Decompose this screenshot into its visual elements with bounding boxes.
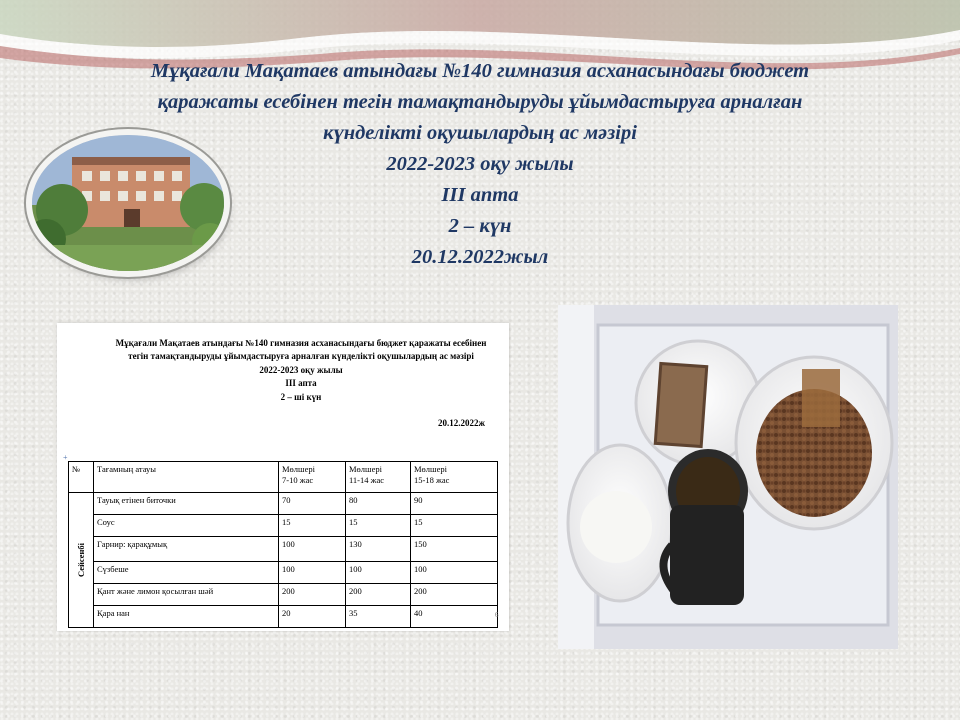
title-line: 2022-2023 оқу жылы bbox=[386, 153, 574, 175]
menu-table bbox=[68, 461, 498, 628]
header-portion-15-18 bbox=[411, 462, 498, 493]
portion-7-10: 100 bbox=[279, 537, 346, 562]
header-age: 15-18 жас bbox=[414, 474, 450, 485]
header-label: Мөлшері bbox=[414, 464, 447, 474]
portion-11-14: 100 bbox=[346, 562, 411, 584]
title-line: 2 – күн bbox=[448, 215, 512, 237]
portion-7-10: 15 bbox=[279, 515, 346, 537]
header-portion-11-14 bbox=[346, 462, 411, 493]
header-num: № bbox=[69, 462, 94, 493]
portion-15-18: 40 bbox=[411, 606, 498, 628]
portion-15-18: 150 bbox=[411, 537, 498, 562]
document-heading-line: ІІІ апта bbox=[285, 378, 317, 389]
day-cell bbox=[69, 493, 94, 628]
title-line: 20.12.2022жыл bbox=[411, 246, 549, 268]
title-line: күнделікті оқушылардың ас мәзірі bbox=[323, 122, 637, 144]
title-line: ІІІ апта bbox=[441, 184, 519, 206]
portion-15-18: 15 bbox=[411, 515, 498, 537]
portion-11-14: 80 bbox=[346, 493, 411, 515]
header-age: 7-10 жас bbox=[282, 474, 314, 485]
dish-name: Қара нан bbox=[94, 606, 279, 628]
dish-name: Соус bbox=[94, 515, 279, 537]
portion-11-14: 35 bbox=[346, 606, 411, 628]
dish-name: Қант және лимон қосылған шәй bbox=[94, 584, 279, 606]
header-portion-7-10 bbox=[279, 462, 346, 493]
table-row bbox=[69, 515, 498, 537]
table-row bbox=[69, 606, 498, 628]
portion-15-18: 200 bbox=[411, 584, 498, 606]
portion-7-10: 200 bbox=[279, 584, 346, 606]
table-row bbox=[69, 537, 498, 562]
dish-name: Сүзбеше bbox=[94, 562, 279, 584]
title-line: қаражаты есебінен тегін тамақтандыруды ұйымдастыруға арналған bbox=[157, 91, 803, 113]
table-anchor-icon: + bbox=[63, 453, 68, 462]
portion-7-10: 100 bbox=[279, 562, 346, 584]
document-heading-line: 2022-2023 оқу жылы bbox=[259, 364, 343, 375]
dish-name: Гарнир: қарақұмық bbox=[94, 537, 279, 562]
portion-11-14: 200 bbox=[346, 584, 411, 606]
document-heading-line: тегін тамақтандыруды ұйымдастыруға арналған күнделікті оқушылардың ас мәзірі bbox=[128, 351, 474, 362]
table-header-row bbox=[69, 462, 498, 493]
header-label: Мөлшері bbox=[349, 464, 382, 474]
table-row bbox=[69, 493, 498, 515]
table-row bbox=[69, 562, 498, 584]
header-age: 11-14 жас bbox=[349, 474, 385, 485]
menu-document bbox=[57, 323, 509, 631]
dish-name: Тауық етінен биточки bbox=[94, 493, 279, 515]
header-dish-name: Тағамның атауы bbox=[94, 462, 279, 493]
header-label: Мөлшері bbox=[282, 464, 315, 474]
document-date: 20.12.2022ж bbox=[437, 418, 485, 428]
day-label: Сейсенбі bbox=[75, 542, 86, 578]
title-line: Мұқағали Мақатаев атындағы №140 гимназия асханасындағы бюджет bbox=[150, 60, 810, 82]
portion-11-14: 15 bbox=[346, 515, 411, 537]
corner-mark: 6 bbox=[495, 611, 499, 619]
portion-11-14: 130 bbox=[346, 537, 411, 562]
meal-photo bbox=[558, 305, 898, 649]
portion-7-10: 70 bbox=[279, 493, 346, 515]
portion-15-18: 90 bbox=[411, 493, 498, 515]
portion-15-18: 100 bbox=[411, 562, 498, 584]
school-building-photo bbox=[32, 135, 224, 271]
document-heading bbox=[107, 337, 495, 404]
portion-7-10: 20 bbox=[279, 606, 346, 628]
document-heading-line: Мұқағали Мақатаев атындағы №140 гимназия асханасындағы бюджет қаражаты есебінен bbox=[115, 338, 487, 348]
document-heading-line: 2 – ші күн bbox=[280, 391, 322, 402]
table-row bbox=[69, 584, 498, 606]
